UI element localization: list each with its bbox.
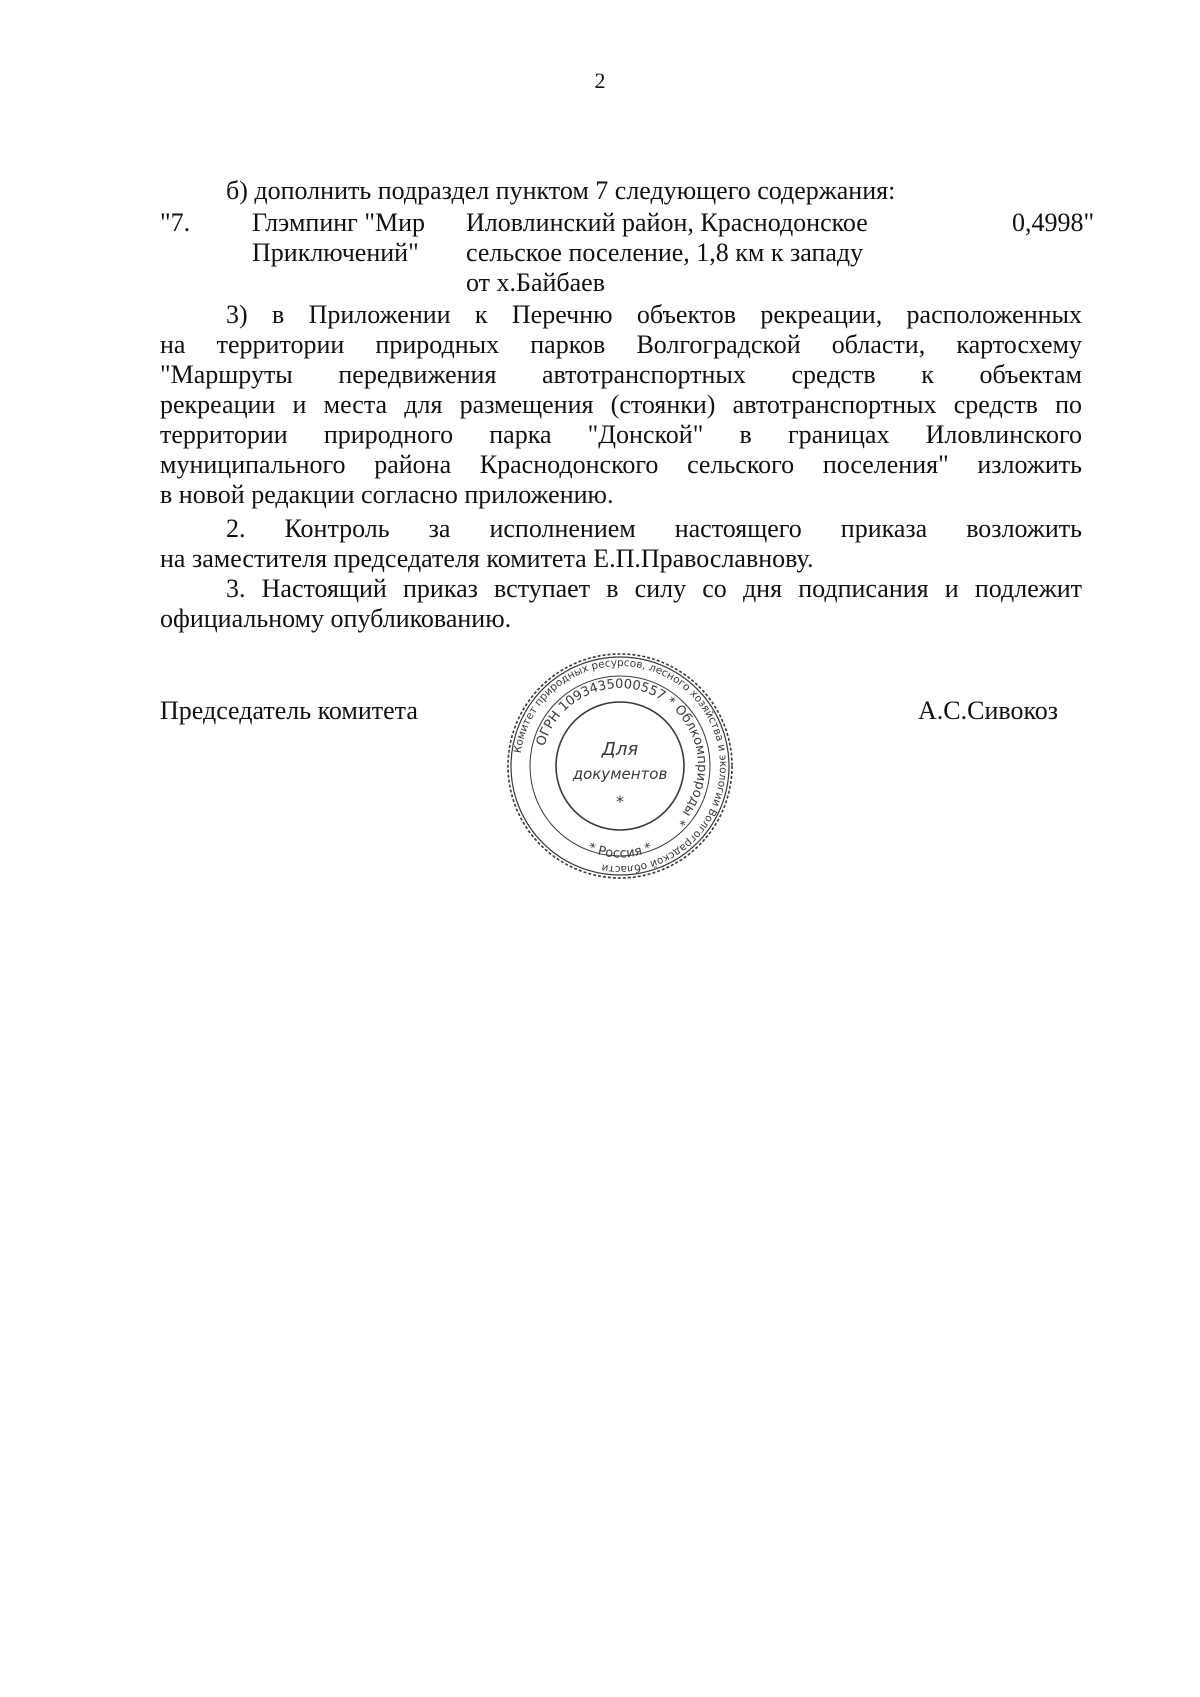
signatory-name: А.С.Сивокоз <box>918 696 1059 725</box>
stamp-bottom-text: * Россия * <box>585 840 655 862</box>
item-3-line: территории природного парка "Донской" в границах Иловлинского <box>160 420 1082 449</box>
item-3-paragraph <box>160 300 1082 510</box>
row-location-line-2: сельское поселение, 1,8 км к западу <box>466 238 864 267</box>
row-location-line-3: от х.Байбаев <box>466 268 605 297</box>
stamp-outer-text: Комитет природных ресурсов, лесного хозяйства и экологии Волгоградской области <box>511 656 730 876</box>
row-location-line-1: Иловлинский район, Краснодонское <box>466 208 868 237</box>
item-3-line: "Маршруты передвижения автотранспортных средств к объектам <box>160 360 1082 389</box>
item-3-line: рекреации и места для размещения (стоянки) автотранспортных средств по <box>160 390 1082 419</box>
row-name-line-1: Глэмпинг "Мир <box>252 208 425 237</box>
point-3-line: официальному опубликованию. <box>160 604 512 633</box>
stamp-inner-text: ОГРН 1093435000557 * Облкомприроды * <box>533 676 710 829</box>
item-3-line: муниципального района Краснодонского сельского поселения" изложить <box>160 450 1082 479</box>
official-stamp <box>505 651 735 881</box>
row-number: "7. <box>160 208 191 237</box>
item-b-text: б) дополнить подраздел пунктом 7 следующего содержания: <box>226 176 896 205</box>
point-3-paragraph <box>160 574 1082 634</box>
point-3-line: 3. Настоящий приказ вступает в силу со дня подписания и подлежит <box>226 574 1082 603</box>
stamp-star-icon: * <box>616 792 624 811</box>
point-2-paragraph <box>160 514 1082 574</box>
signatory-position: Председатель комитета <box>160 696 418 725</box>
row-name-line-2: Приключений" <box>252 238 419 267</box>
item-3-line: 3) в Приложении к Перечню объектов рекреации, расположенных <box>226 300 1082 329</box>
page-number: 2 <box>594 68 606 93</box>
stamp-center-line-1: Для <box>601 739 639 760</box>
row-area: 0,4998" <box>1012 208 1095 237</box>
stamp-center-line-2: документов <box>572 765 668 783</box>
point-2-line: на заместителя председателя комитета Е.П.Православнову. <box>160 544 814 573</box>
point-2-line: 2. Контроль за исполнением настоящего приказа возложить <box>226 514 1082 543</box>
item-3-line: на территории природных парков Волгоградской области, картосхему <box>160 330 1082 359</box>
item-3-line: в новой редакции согласно приложению. <box>160 480 614 509</box>
stamp-seal-icon <box>505 651 735 881</box>
